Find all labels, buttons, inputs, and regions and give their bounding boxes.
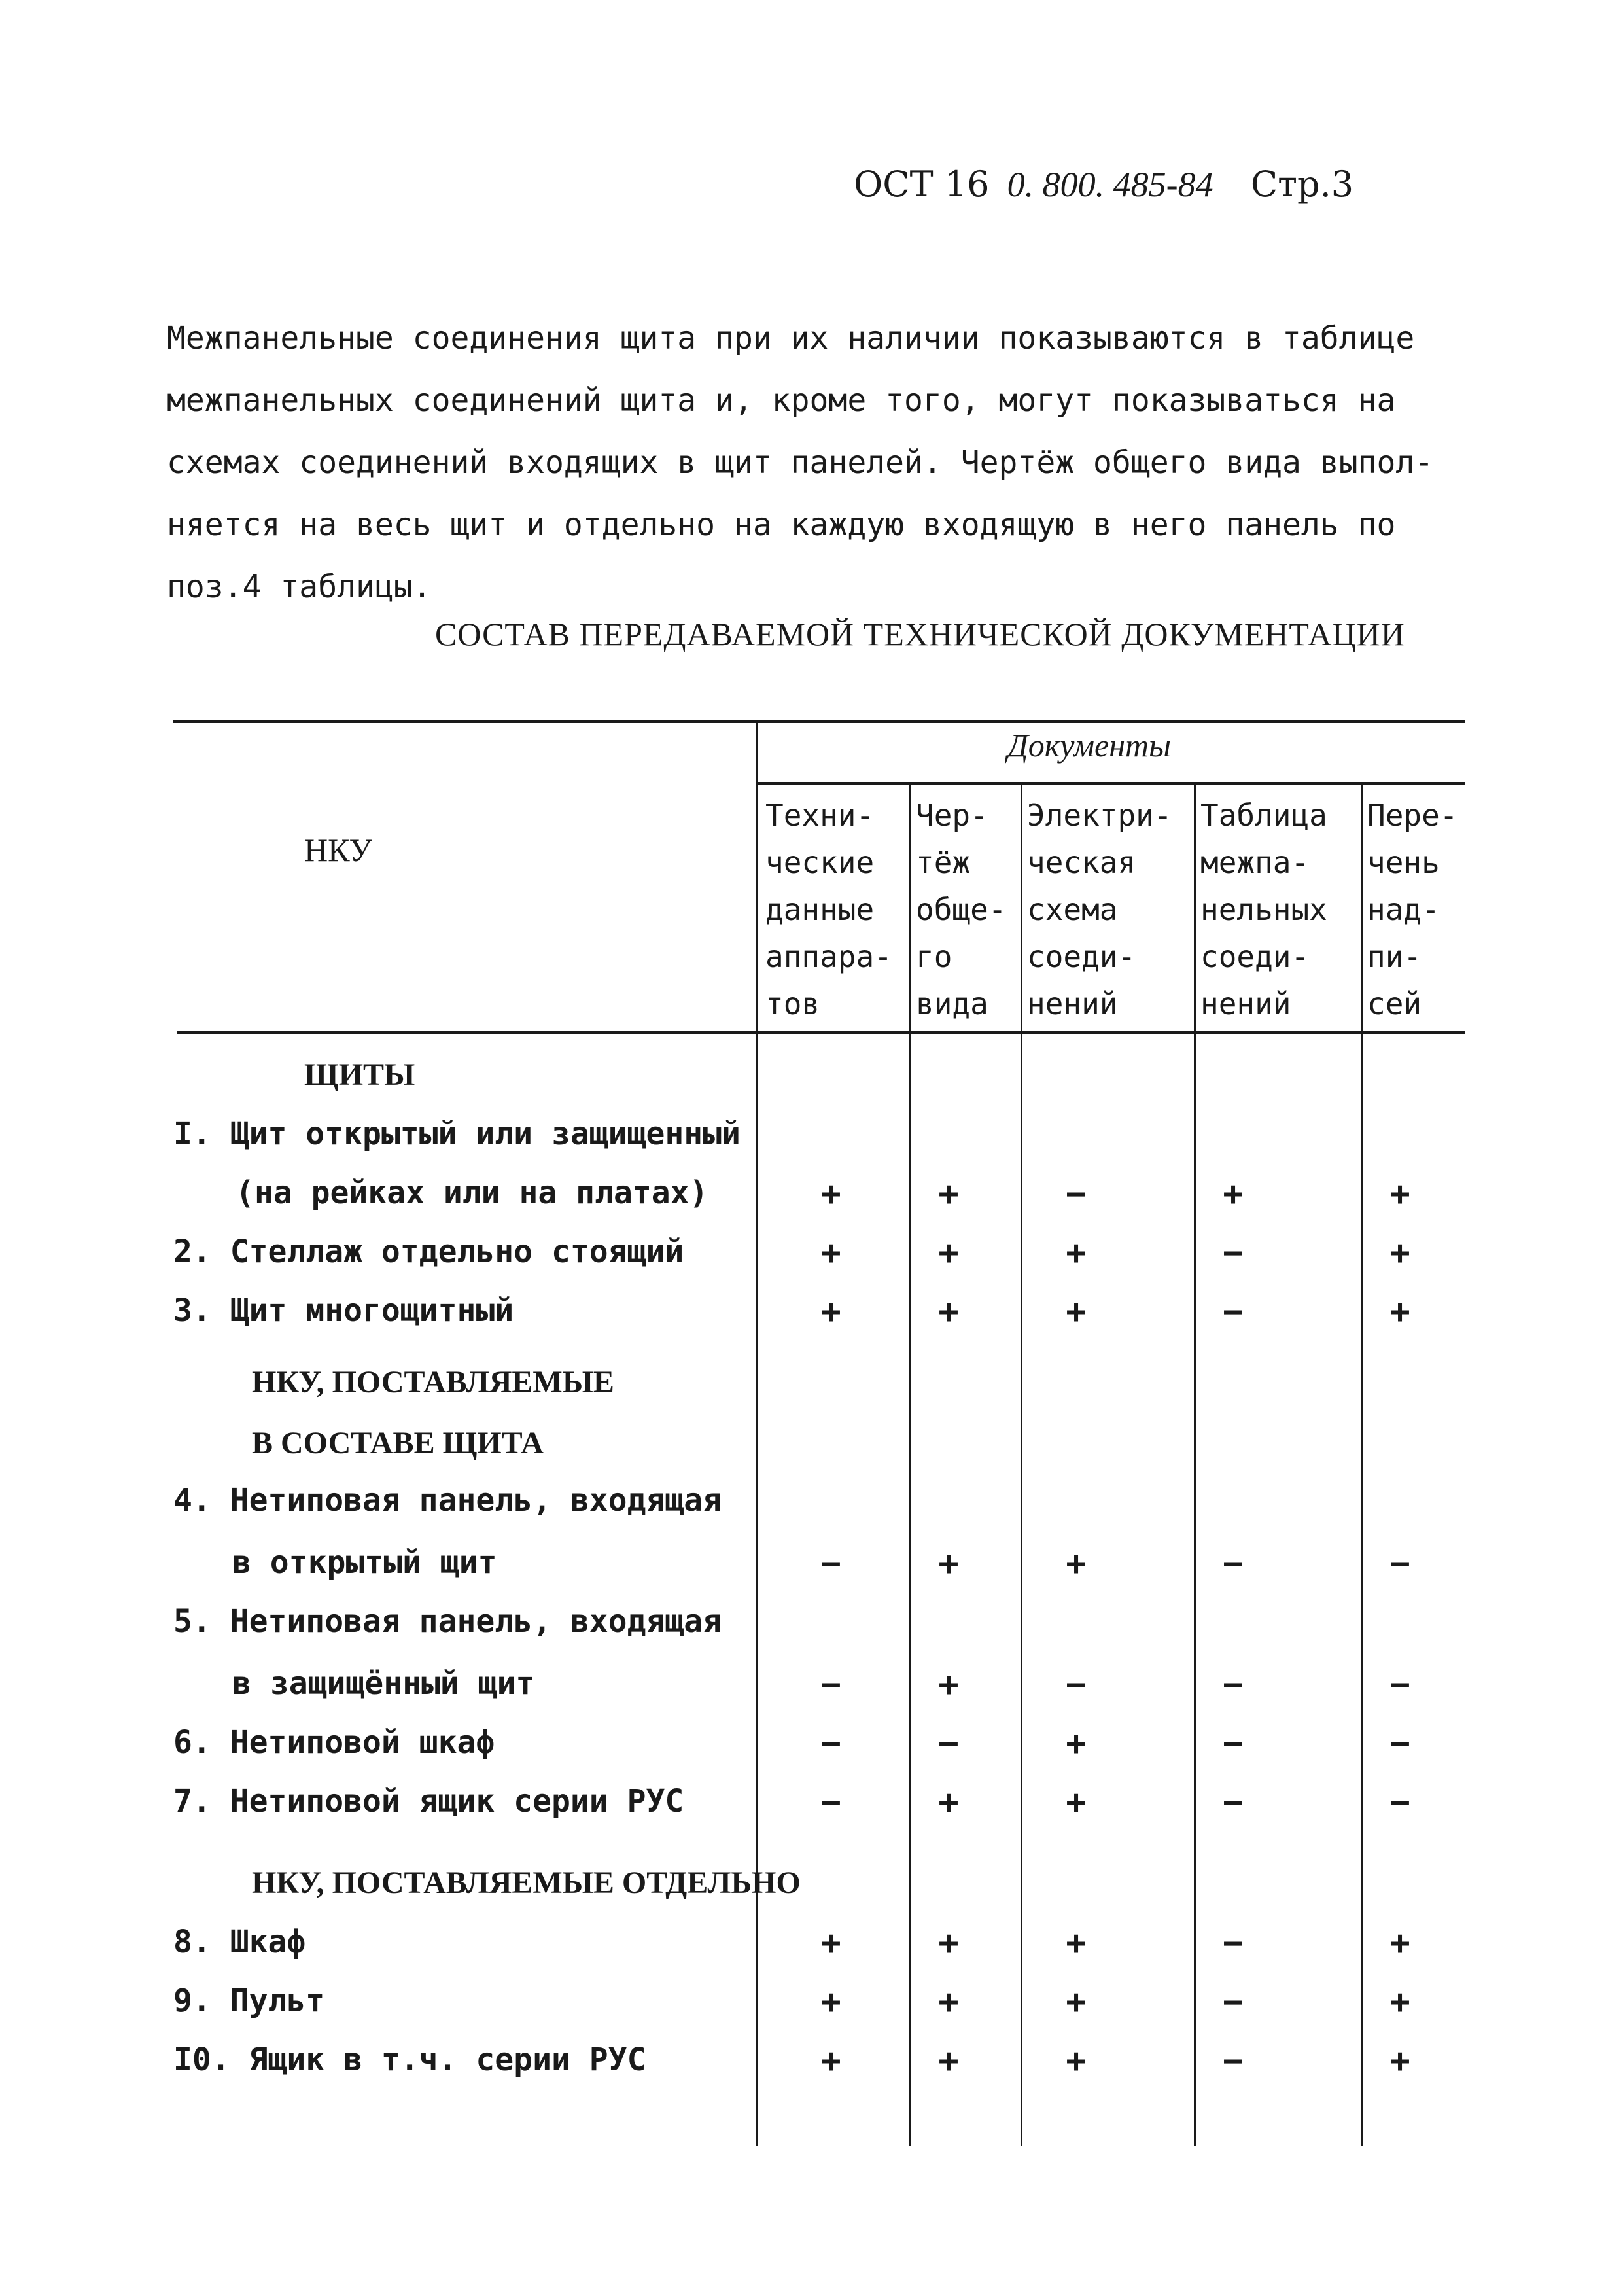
plus-mark: + <box>820 1983 841 2022</box>
col-header-line: нений <box>1027 986 1118 1021</box>
col-header-line: нений <box>1200 986 1291 1021</box>
col-header-inscriptions-list <box>1367 792 1457 1027</box>
col-header-line: соеди- <box>1200 939 1310 974</box>
plus-mark: + <box>1389 1292 1410 1332</box>
section-heading: В СОСТАВЕ ЩИТА <box>252 1426 544 1460</box>
section-heading: ЩИТЫ <box>304 1057 415 1092</box>
code-handwritten: 0. 800. 485-84 <box>1007 165 1213 204</box>
plus-mark: + <box>820 1924 841 1963</box>
intro-line: Межпанельные соединения щита при их наличии показываются в таблице <box>167 320 1415 357</box>
nku-column-divider <box>756 720 758 2146</box>
plus-mark: + <box>1389 1983 1410 2022</box>
row-label: 7. Нетиповой ящик серии РУС <box>173 1783 684 1820</box>
col-header-line: тов <box>765 986 820 1021</box>
documents-header: Документы <box>1007 727 1172 764</box>
col-header-line: Чер- <box>916 798 988 833</box>
col-divider-3 <box>1194 782 1196 2146</box>
plus-mark: + <box>1389 1233 1410 1273</box>
col-header-line: ческая <box>1027 845 1136 880</box>
minus-mark: − <box>1389 1724 1410 1763</box>
row-label-continuation: в защищённый щит <box>232 1665 535 1702</box>
plus-mark: + <box>938 1544 959 1583</box>
plus-mark: + <box>1389 2041 1410 2081</box>
row-label: 3. Щит многощитный <box>173 1292 514 1329</box>
intro-line: няется на весь щит и отдельно на каждую входящую в него панель по <box>167 506 1396 543</box>
minus-mark: − <box>1223 1924 1244 1963</box>
minus-mark: − <box>1223 1292 1244 1332</box>
minus-mark: − <box>1223 1544 1244 1583</box>
plus-mark: + <box>1066 1233 1087 1273</box>
row-label-continuation: (на рейках или на платах) <box>236 1174 708 1211</box>
docs-header-rule <box>756 782 1465 785</box>
col-header-line: тёж <box>916 845 971 880</box>
minus-mark: − <box>820 1544 841 1583</box>
row-label: 8. Шкаф <box>173 1924 306 1960</box>
plus-mark: + <box>1066 1983 1087 2022</box>
section-heading: НКУ, ПОСТАВЛЯЕМЫЕ <box>252 1365 614 1400</box>
plus-mark: + <box>820 1292 841 1332</box>
col-header-line: Техни- <box>765 798 875 833</box>
row-label: I0. Ящик в т.ч. серии РУС <box>173 2041 646 2078</box>
page-number: Стр.3 <box>1250 164 1354 205</box>
plus-mark: + <box>938 1983 959 2022</box>
section-heading: НКУ, ПОСТАВЛЯЕМЫЕ ОТДЕЛЬНО <box>252 1865 801 1900</box>
row-label: I. Щит открытый или защищенный <box>173 1116 741 1152</box>
plus-mark: + <box>1389 1174 1410 1214</box>
code-prefix: ОСТ 16 <box>854 164 990 205</box>
col-header-line: ческие <box>765 845 875 880</box>
col-header-line: сей <box>1367 986 1422 1021</box>
col-header-line: вида <box>916 986 988 1021</box>
col-header-line: над- <box>1367 892 1440 927</box>
row-label: 6. Нетиповой шкаф <box>173 1724 495 1761</box>
plus-mark: + <box>938 1292 959 1332</box>
col-header-line: Таблица <box>1200 798 1327 833</box>
plus-mark: + <box>1389 1924 1410 1963</box>
col-header-wiring-diagram <box>1027 792 1172 1027</box>
plus-mark: + <box>938 1924 959 1963</box>
plus-mark: + <box>938 2041 959 2081</box>
plus-mark: + <box>938 1783 959 1822</box>
plus-mark: + <box>820 1174 841 1214</box>
col-header-interpanel-table <box>1200 792 1327 1027</box>
intro-line: схемах соединений входящих в щит панелей. Чертёж общего вида выпол- <box>167 444 1434 481</box>
col-header-line: соеди- <box>1027 939 1136 974</box>
row-label: 9. Пульт <box>173 1983 325 2019</box>
minus-mark: − <box>820 1783 841 1822</box>
col-divider-2 <box>1021 782 1022 2146</box>
minus-mark: − <box>1066 1665 1087 1704</box>
header-bottom-rule <box>177 1031 1465 1034</box>
plus-mark: + <box>1066 1924 1087 1963</box>
minus-mark: − <box>820 1665 841 1704</box>
plus-mark: + <box>1066 1724 1087 1763</box>
table-title: СОСТАВ ПЕРЕДАВАЕМОЙ ТЕХНИЧЕСКОЙ ДОКУМЕНТАЦИИ <box>435 616 1405 652</box>
minus-mark: − <box>820 1724 841 1763</box>
document-code <box>854 164 1353 205</box>
plus-mark: + <box>1066 1783 1087 1822</box>
col-header-line: аппара- <box>765 939 892 974</box>
plus-mark: + <box>938 1665 959 1704</box>
col-header-line: Электри- <box>1027 798 1172 833</box>
nku-header: НКУ <box>304 832 372 868</box>
plus-mark: + <box>1066 1292 1087 1332</box>
col-header-tech-data <box>765 792 892 1027</box>
col-header-line: обще- <box>916 892 1007 927</box>
minus-mark: − <box>1223 1783 1244 1822</box>
minus-mark: − <box>1223 1665 1244 1704</box>
col-header-line: пи- <box>1367 939 1422 974</box>
plus-mark: + <box>820 2041 841 2081</box>
col-header-line: Пере- <box>1367 798 1458 833</box>
row-label: 4. Нетиповая панель, входящая <box>173 1482 722 1519</box>
minus-mark: − <box>1389 1544 1410 1583</box>
intro-line: поз.4 таблицы. <box>167 569 432 605</box>
minus-mark: − <box>1066 1174 1087 1214</box>
minus-mark: − <box>1223 1233 1244 1273</box>
row-label: 5. Нетиповая панель, входящая <box>173 1603 722 1640</box>
minus-mark: − <box>1223 2041 1244 2081</box>
col-header-line: го <box>916 939 952 974</box>
plus-mark: + <box>1066 1544 1087 1583</box>
plus-mark: + <box>1066 2041 1087 2081</box>
minus-mark: − <box>1223 1983 1244 2022</box>
col-header-line: чень <box>1367 845 1440 880</box>
col-header-line: данные <box>765 892 875 927</box>
col-header-line: схема <box>1027 892 1118 927</box>
col-header-line: межпа- <box>1200 845 1310 880</box>
intro-line: межпанельных соединений щита и, кроме того, могут показываться на <box>167 382 1396 419</box>
table-top-rule <box>173 720 1465 723</box>
plus-mark: + <box>938 1174 959 1214</box>
plus-mark: + <box>1223 1174 1244 1214</box>
row-label: 2. Стеллаж отдельно стоящий <box>173 1233 684 1270</box>
col-header-line: нельных <box>1200 892 1327 927</box>
col-header-general-drawing <box>916 792 1006 1027</box>
minus-mark: − <box>1389 1783 1410 1822</box>
intro-paragraph <box>167 308 1475 618</box>
minus-mark: − <box>1223 1724 1244 1763</box>
col-divider-1 <box>909 782 911 2146</box>
minus-mark: − <box>938 1724 959 1763</box>
row-label-continuation: в открытый щит <box>232 1544 497 1581</box>
minus-mark: − <box>1389 1665 1410 1704</box>
plus-mark: + <box>820 1233 841 1273</box>
col-divider-4 <box>1361 782 1363 2146</box>
plus-mark: + <box>938 1233 959 1273</box>
